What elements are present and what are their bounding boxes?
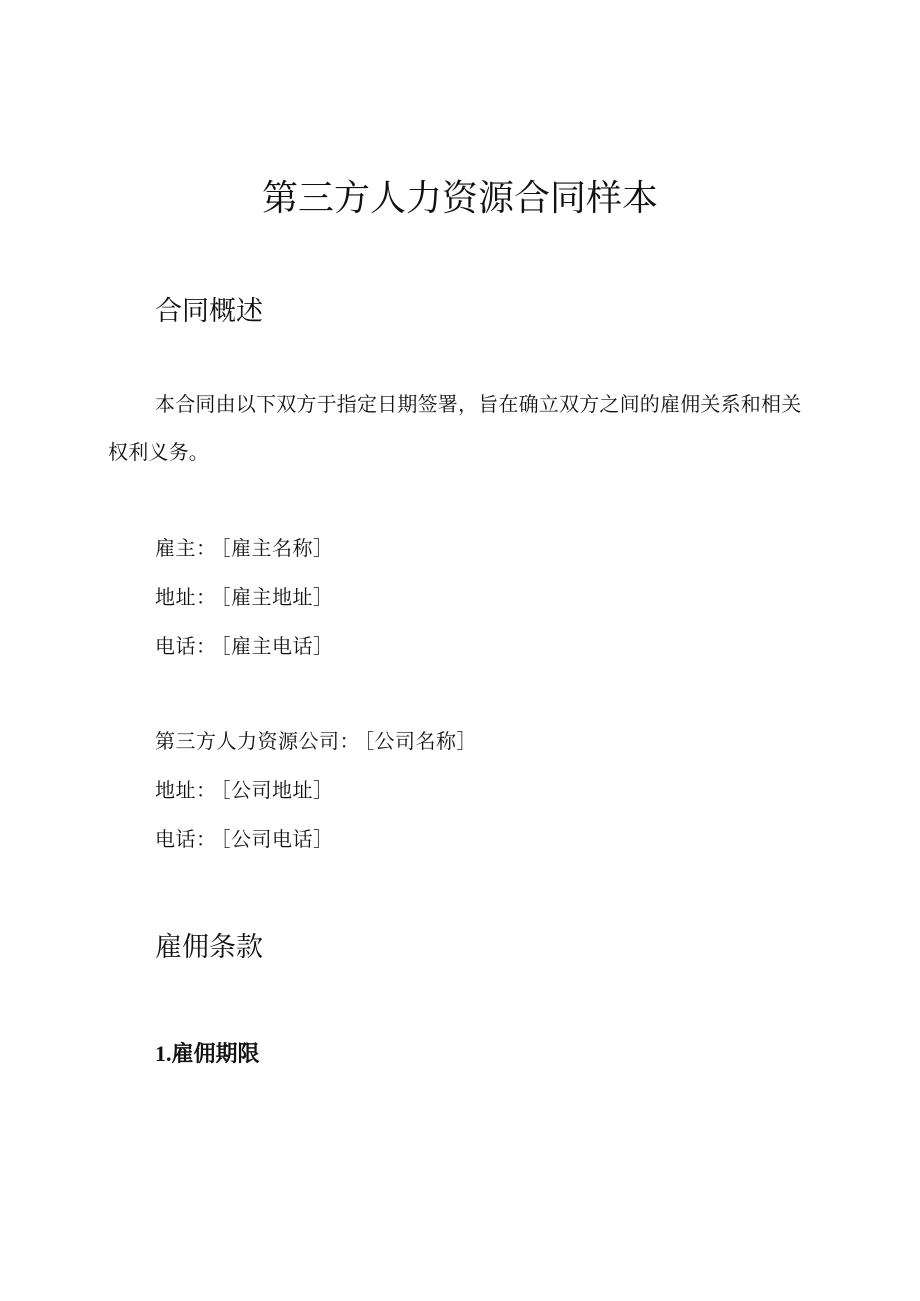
employer-address-value: ［雇主地址］ <box>220 585 334 609</box>
section-heading-terms: 雇佣条款 <box>155 932 263 963</box>
overview-paragraph: 本合同由以下双方于指定日期签署，旨在确立双方之间的雇佣关系和相关权利义务。 <box>108 392 802 464</box>
agency-name-value: ［公司名称］ <box>364 729 477 753</box>
agency-address-label: 地址： <box>155 778 217 802</box>
section-heading-overview: 合同概述 <box>155 296 263 327</box>
agency-phone-label: 电话： <box>155 827 217 851</box>
employer-address-line <box>155 582 334 612</box>
employer-phone-label: 电话： <box>155 634 217 658</box>
agency-address-value: ［公司地址］ <box>220 778 334 802</box>
employer-name-value: ［雇主名称］ <box>220 536 334 560</box>
agency-phone-value: ［公司电话］ <box>220 827 334 851</box>
employer-name-line <box>155 533 334 563</box>
employer-phone-value: ［雇主电话］ <box>220 634 334 658</box>
subsection-number: 1. <box>155 1041 172 1066</box>
agency-address-line <box>155 775 334 805</box>
employer-address-label: 地址： <box>155 585 217 609</box>
document-title: 第三方人力资源合同样本 <box>261 178 658 219</box>
agency-name-label: 第三方人力资源公司： <box>155 729 360 753</box>
agency-name-line <box>155 726 477 756</box>
employer-name-label: 雇主： <box>155 536 217 560</box>
subsection-title: 雇佣期限 <box>171 1042 260 1067</box>
employer-phone-line <box>155 631 334 661</box>
subsection-heading-term-period <box>155 1037 260 1072</box>
agency-phone-line <box>155 824 334 854</box>
